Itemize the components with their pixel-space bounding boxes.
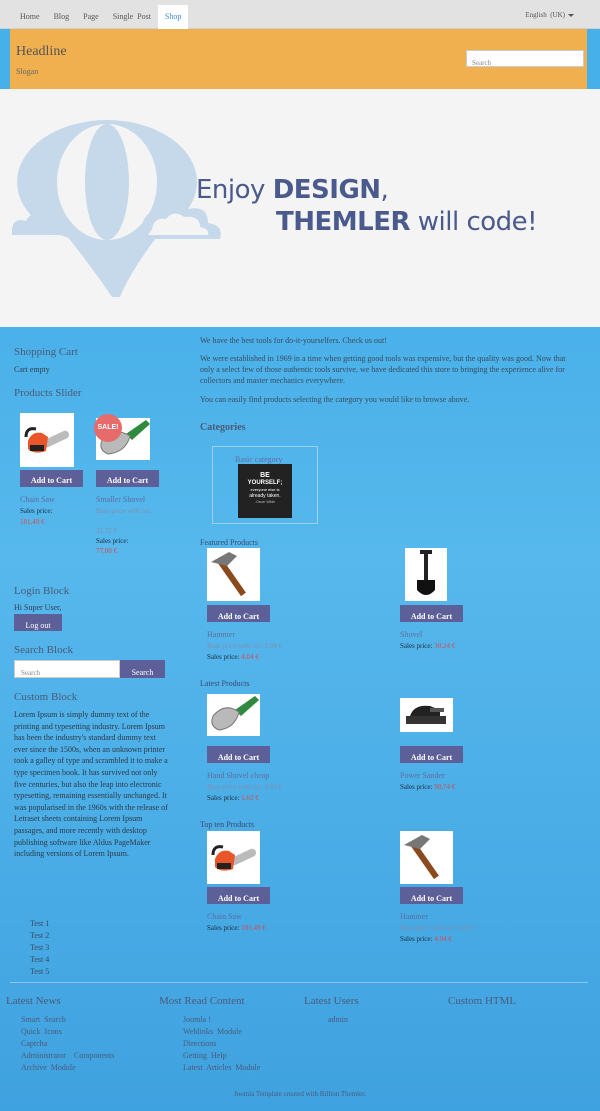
product-name-top-hammer[interactable]: Hammer [400,912,428,921]
base-label: Base price with tax: [207,642,265,650]
hero-text-design: DESIGN [272,175,381,205]
sander-icon [400,698,453,732]
nav-single-post[interactable]: Single Post [112,12,151,21]
hero-text-enjoy: Enjoy [196,175,273,205]
top-hammer-image[interactable] [400,831,453,884]
latest-products-title: Latest Products [200,679,250,688]
nav-page[interactable]: Page [83,12,99,21]
chainsaw-image[interactable] [20,413,74,467]
sales-label: Sales price: [207,794,242,802]
products-slider-title: Products Slider [14,387,82,399]
power-sander-image[interactable] [400,698,453,732]
slider-base-price-shovel: 31,72 € [96,527,117,535]
base-value: 6,04 € [457,924,476,932]
slider-base-label-shovel: Base price with tax: [96,507,152,515]
list-item[interactable]: Joomla ! [183,1015,211,1024]
list-item[interactable]: Test 5 [30,967,50,976]
hero-text-will-code: will code! [409,207,538,237]
product-name-hammer[interactable]: Hammer [207,630,235,639]
nav-blog[interactable]: Blog [53,12,70,21]
list-item[interactable]: Captcha [21,1039,48,1048]
sales-value: 4,04 € [434,935,452,943]
footer-divider [10,982,588,983]
sales-value: 1,62 € [241,794,259,802]
base-label: Base price with tax: [400,924,458,932]
sidebar-search-button[interactable]: Search [120,660,165,678]
hero-banner [0,89,600,327]
latest-users-title: Latest Users [304,995,359,1007]
list-item[interactable]: Quick Icons [21,1027,62,1036]
base-value: 8,04 € [264,642,283,650]
language-switcher[interactable] [525,11,574,19]
shovel-image[interactable] [405,548,447,601]
hammer-image[interactable] [207,548,260,601]
add-to-cart-power-sander[interactable]: Add to Cart [400,746,463,763]
category-image-line: already taken. [249,493,281,499]
category-image-line: everyone else is [250,487,280,492]
base-price-hand-shovel [207,783,282,791]
base-price-hammer [207,642,282,650]
latest-news-title: Latest News [6,995,61,1007]
sales-label: Sales price: [400,783,435,791]
sales-price-top-chainsaw [207,924,266,932]
hammer-icon [400,831,453,884]
intro-paragraph-3: You can easily find products selecting the category you would like to browse above. [200,395,470,404]
hammer-icon [207,548,260,601]
slider-product-name-chainsaw[interactable]: Chain Saw [20,495,55,504]
site-header [0,29,600,89]
search-block-title: Search Block [14,644,73,656]
sales-value: 30,24 € [434,642,456,650]
language-label: English (UK) [525,11,565,19]
category-image[interactable] [238,464,292,518]
category-image-line: BE [260,472,270,479]
site-headline[interactable]: Headline [16,44,67,59]
sales-label: Sales price: [400,935,435,943]
list-item[interactable]: Test 1 [30,919,50,928]
nav-home[interactable]: Home [20,12,40,21]
shovel-icon [405,548,447,601]
chevron-down-icon [568,14,574,17]
most-read-title: Most Read Content [159,995,245,1007]
intro-paragraph-2: We were established in 1969 in a time when getting good tools was expensive, but the quality was good. Now that only a select few of those authentic tools survive, we have dedicated this store to bringing the experience alive for collectors and master mechanics everywhere. [200,354,566,385]
login-greeting: Hi Super User, [14,603,62,612]
base-label: Base price with tax: [207,783,265,791]
product-name-top-chainsaw[interactable]: Chain Saw [207,912,242,921]
logout-button[interactable]: Log out [14,614,62,631]
product-name-hand-shovel[interactable]: Hand Shovel cheap [207,771,270,780]
cart-empty-text: Cart empty [14,365,50,374]
intro-paragraph-1: We have the best tools for do-it-yourselfers. Check us out! [200,336,387,345]
slider-add-to-cart-chainsaw[interactable]: Add to Cart [20,470,83,487]
list-item[interactable]: Latest Articles Module [183,1063,261,1072]
sales-value: 4,04 € [241,653,259,661]
balloon-illustration-icon [12,117,227,302]
list-item[interactable]: Weblinks Module [183,1027,242,1036]
sales-price-power-sander [400,783,455,791]
nav-shop[interactable]: Shop [158,5,188,29]
slider-product-name-shovel[interactable]: Smaller Shovel [96,495,146,504]
top-ten-products-title: Top ten Products [200,820,255,829]
list-item[interactable]: Smart Search [21,1015,66,1024]
top-navigation [0,0,600,29]
sales-value: 90,74 € [434,783,456,791]
sales-price-top-hammer [400,935,452,943]
product-name-shovel[interactable]: Shovel [400,630,423,639]
custom-html-title: Custom HTML [448,995,517,1007]
sales-price-hand-shovel [207,794,259,802]
latest-news-list [21,1014,114,1074]
list-item[interactable]: Test 2 [30,931,50,940]
trowel-icon [207,694,260,736]
product-name-power-sander[interactable]: Power Sander [400,771,445,780]
site-slogan: Slogan [16,67,39,76]
featured-products-title: Featured Products [200,538,258,547]
list-item[interactable]: Administrator Components [21,1051,115,1060]
list-item[interactable]: admin [328,1015,348,1024]
sales-label: Sales price: [400,642,435,650]
add-to-cart-top-hammer[interactable]: Add to Cart [400,887,463,904]
shopping-cart-title: Shopping Cart [14,346,78,358]
slider-sales-label-chainsaw: Sales price: [20,507,53,515]
sidebar-search-input[interactable]: Search [14,660,120,678]
header-search-input[interactable]: Search [466,50,584,67]
hand-shovel-image[interactable] [207,694,260,736]
add-to-cart-shovel[interactable]: Add to Cart [400,605,463,622]
test-list [30,918,49,978]
latest-users-list [328,1014,348,1026]
chainsaw-icon [207,831,260,884]
sales-label: Sales price: [207,924,242,932]
sales-label: Sales price: [207,653,242,661]
category-image-line: YOURSELF; [247,480,283,486]
base-price-top-hammer [400,924,475,932]
copyright-text: Joomla Template created with Billion Themler. [234,1090,366,1098]
chainsaw-icon [20,413,74,467]
custom-block-title: Custom Block [14,691,78,703]
hero-headline-line1 [196,175,388,205]
slider-sales-price-shovel: 77,00 € [96,547,117,555]
sale-badge: SALE! [94,414,122,442]
list-item[interactable]: Test 4 [30,955,50,964]
most-read-list [183,1014,260,1074]
list-item[interactable]: Archive Module [21,1063,76,1072]
list-item[interactable]: Directions [183,1039,217,1048]
add-to-cart-hammer[interactable]: Add to Cart [207,605,270,622]
custom-block-text: Lorem Ipsum is simply dummy text of the printing and typesetting industry. Lorem Ipsum has been the industry's standard dummy text ever since the 1500s, when an unknown printer took a galley of type and scrambled it to make a type specimen book. It has survived not only five centuries, but also the leap into electronic typesetting, remaining essentially unchanged. It was popularised in the 1960s with the release of Letraset sheets containing Lorem Ipsum passages, and more recently with desktop publishing software like Aldus PageMaker including versions of Lorem Ipsum. [14,710,168,859]
slider-sales-label-shovel: Sales price: [96,537,129,545]
hero-text-comma: , [380,175,389,205]
sales-price-hammer [207,653,259,661]
hero-text-themler: THEMLER [276,207,410,237]
main-menu [13,5,188,29]
category-image-line: -Oscar Wilde [254,500,276,504]
top-chainsaw-image[interactable] [207,831,260,884]
list-item[interactable]: Test 3 [30,943,50,952]
list-item[interactable]: Getting Help [183,1051,227,1060]
add-to-cart-top-chainsaw[interactable]: Add to Cart [207,887,270,904]
add-to-cart-hand-shovel[interactable]: Add to Cart [207,746,270,763]
sales-price-shovel [400,642,455,650]
sales-value: 181,49 € [241,924,266,932]
category-name[interactable]: Basic category [235,455,283,464]
categories-title: Categories [200,422,246,433]
login-block-title: Login Block [14,585,70,597]
slider-add-to-cart-shovel[interactable]: Add to Cart [96,470,159,487]
hero-headline-line2 [276,207,537,237]
base-value: 3,62 € [264,783,283,791]
slider-sales-price-chainsaw: 181,49 € [20,518,45,526]
